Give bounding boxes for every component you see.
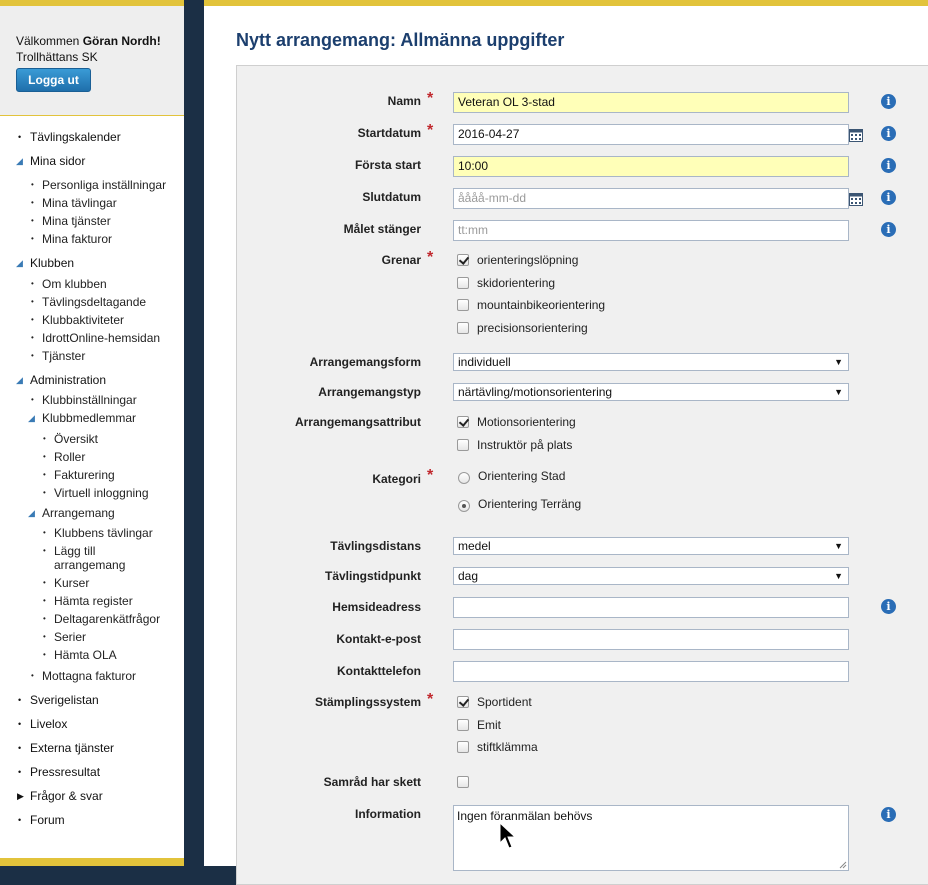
bullet-icon: • [31, 395, 34, 404]
checkbox-checked[interactable] [457, 416, 469, 428]
nav-sub-klubbmedlemmar[interactable]: ◢ Klubbmedlemmar [28, 411, 137, 425]
nav-forum[interactable]: • Forum [18, 813, 65, 827]
required-mark: * [427, 249, 434, 266]
info-icon[interactable]: i [881, 807, 896, 822]
nav-sub-klubbaktiviteter[interactable]: • Klubbaktiviteter [31, 313, 125, 327]
mouse-cursor-icon [499, 822, 519, 850]
namn-label: Namn [387, 94, 421, 108]
sidebar-bottom-bar [0, 858, 184, 866]
nav-mina-sidor[interactable]: ◢ Mina sidor [16, 154, 86, 168]
nav-sub-klubbinstallningar[interactable]: • Klubbinställningar [31, 393, 137, 407]
arrangemangsform-select[interactable]: individuell ▼ [453, 353, 849, 371]
expanded-triangle-icon: ◢ [28, 508, 35, 518]
logout-button[interactable]: Logga ut [16, 68, 91, 92]
bullet-icon: • [18, 695, 22, 705]
tavlingsdistans-select[interactable]: medel ▼ [453, 537, 849, 555]
info-icon[interactable]: i [881, 599, 896, 614]
checkbox-checked[interactable] [457, 254, 469, 266]
tavlingstidpunkt-label: Tävlingstidpunkt [325, 569, 421, 583]
checkbox[interactable] [457, 776, 469, 788]
expanded-triangle-icon: ◢ [16, 258, 23, 268]
required-mark: * [427, 90, 434, 107]
bullet-icon: • [43, 546, 46, 555]
expanded-triangle-icon: ◢ [16, 375, 23, 385]
page-title: Nytt arrangemang: Allmänna uppgifter [236, 30, 565, 50]
checkbox[interactable] [457, 741, 469, 753]
required-mark: * [427, 467, 434, 484]
nav-sub-mina-tjanster[interactable]: • Mina tjänster [31, 214, 111, 228]
bullet-icon: • [31, 180, 34, 189]
slutdatum-label: Slutdatum [362, 190, 421, 204]
checkbox-checked[interactable] [457, 696, 469, 708]
nav-sub-om-klubben[interactable]: • Om klubben [31, 277, 107, 291]
bullet-icon: • [31, 198, 34, 207]
main-content [204, 0, 928, 866]
dropdown-arrow-icon: ▼ [834, 357, 843, 367]
nav-sub-idrottonline-hemsidan[interactable]: • IdrottOnline-hemsidan [31, 331, 161, 345]
nav-sub-mina-tavlingar[interactable]: • Mina tävlingar [31, 196, 117, 210]
namn-input[interactable]: Veteran OL 3-stad [453, 92, 849, 113]
nav-sub2-virtuell-inloggning[interactable]: • Virtuell inloggning [43, 486, 149, 500]
arrangemangsattribut-label: Arrangemangsattribut [294, 415, 421, 429]
grenar-label: Grenar [381, 253, 421, 267]
dropdown-arrow-icon: ▼ [834, 387, 843, 397]
calendar-icon[interactable] [849, 128, 863, 142]
required-mark: * [427, 691, 434, 708]
nav-sub-mottagna-fakturor[interactable]: • Mottagna fakturor [31, 669, 137, 683]
bullet-icon: • [31, 351, 34, 360]
bullet-icon: • [18, 743, 22, 753]
nav-sub-arrangemang[interactable]: ◢ Arrangemang [28, 506, 115, 520]
nav-sub-personliga-installningar[interactable]: • Personliga inställningar [31, 178, 167, 192]
information-label: Information [355, 807, 421, 821]
nav-sverigelistan[interactable]: • Sverigelistan [18, 693, 99, 707]
kategori-label: Kategori [372, 472, 421, 486]
calendar-icon[interactable] [849, 192, 863, 206]
kontakttelefon-input[interactable] [453, 661, 849, 682]
bullet-icon: • [31, 216, 34, 225]
radio-button[interactable] [458, 472, 470, 484]
info-icon[interactable]: i [881, 94, 896, 109]
tavlingstidpunkt-select[interactable]: dag ▼ [453, 567, 849, 585]
startdatum-label: Startdatum [357, 126, 421, 140]
samrad-label: Samråd har skett [323, 775, 421, 789]
nav-sub2-lagg-till-arrangemang[interactable]: • Lägg till arrangemang [43, 544, 126, 572]
expanded-triangle-icon: ◢ [16, 156, 23, 166]
radio-button-selected[interactable] [458, 500, 470, 512]
bullet-icon: • [31, 315, 34, 324]
bullet-icon: • [18, 132, 22, 142]
bullet-icon: • [43, 650, 46, 659]
form-panel: Namn * Veteran OL 3-stad i Startdatum * 2016-04-27 i Första start 10:00 i Slutdatum åååå-mm-dd i Målet stänger tt:mm i Grenar * orienteringslöpning skidorientering mountainbikeorientering precisionsorientering Arrangemangsform individuell ▼ Arrangemangstyp närtävling/motionsorientering ▼ Arrangemangsattribut Motionsorientering Instruktör på plats Kategori * Orientering Stad Orientering Terräng Tävlingsdistans medel ▼ Tävlingstidpunkt dag ▼ Hemsideadress i Kontakt-e-post Kontakttelefon Stämplingssystem * Sportident Emit stiftklämma Samråd har skett Information Ingen föranmälan behövs i [236, 65, 928, 885]
startdatum-input[interactable]: 2016-04-27 [453, 124, 849, 145]
bullet-icon: • [18, 815, 22, 825]
nav-tavlingskalender[interactable]: • Tävlingskalender [18, 130, 121, 144]
checkbox[interactable] [457, 439, 469, 451]
arrangemangsform-label: Arrangemangsform [309, 355, 421, 369]
bullet-icon: • [43, 434, 46, 443]
welcome-box [0, 6, 184, 116]
nav-sub-tavlingsdeltagande[interactable]: • Tävlingsdeltagande [31, 295, 147, 309]
bullet-icon: • [43, 452, 46, 461]
nav-externa-tjanster[interactable]: • Externa tjänster [18, 741, 115, 755]
dropdown-arrow-icon: ▼ [834, 541, 843, 551]
welcome-text: Välkommen Göran Nordh! [16, 34, 161, 48]
nav-sub2-kurser[interactable]: • Kurser [43, 576, 90, 590]
dropdown-arrow-icon: ▼ [834, 571, 843, 581]
nav-livelox[interactable]: • Livelox [18, 717, 68, 731]
sidebar-nav [0, 116, 184, 835]
malet-stanger-input[interactable]: tt:mm [453, 220, 849, 241]
collapsed-triangle-icon: ▶ [17, 791, 24, 801]
nav-sub-mina-fakturor[interactable]: • Mina fakturor [31, 232, 113, 246]
bullet-icon: • [31, 234, 34, 243]
forsta-start-input[interactable]: 10:00 [453, 156, 849, 177]
nav-sub2-hamta-register[interactable]: • Hämta register [43, 594, 133, 608]
checkbox[interactable] [457, 322, 469, 334]
bullet-icon: • [43, 488, 46, 497]
nav-sub2-serier[interactable]: • Serier [43, 630, 87, 644]
bullet-icon: • [43, 596, 46, 605]
bullet-icon: • [43, 578, 46, 587]
required-mark: * [427, 122, 434, 139]
nav-administration[interactable]: ◢ Administration [16, 373, 107, 387]
info-icon[interactable]: i [881, 222, 896, 237]
arrangemangstyp-select[interactable]: närtävling/motionsorientering ▼ [453, 383, 849, 401]
nav-sub2-oversikt[interactable]: • Översikt [43, 432, 99, 446]
bullet-icon: • [31, 279, 34, 288]
nav-pressresultat[interactable]: • Pressresultat [18, 765, 101, 779]
info-icon[interactable]: i [881, 126, 896, 141]
bullet-icon: • [43, 528, 46, 537]
kontakttelefon-label: Kontakttelefon [337, 664, 421, 678]
info-icon[interactable]: i [881, 190, 896, 205]
expanded-triangle-icon: ◢ [28, 413, 35, 423]
bullet-icon: • [31, 671, 34, 680]
info-icon[interactable]: i [881, 158, 896, 173]
slutdatum-input[interactable]: åååå-mm-dd [453, 188, 849, 209]
checkbox[interactable] [457, 277, 469, 289]
checkbox[interactable] [457, 299, 469, 311]
nav-sub2-deltagarenkatfragor[interactable]: • Deltagarenkätfrågor [43, 612, 161, 626]
checkbox[interactable] [457, 719, 469, 731]
information-textarea[interactable]: Ingen föranmälan behövs [453, 805, 849, 871]
nav-sub2-hamta-ola[interactable]: • Hämta OLA [43, 648, 117, 662]
kontakt-epost-label: Kontakt-e-post [336, 632, 421, 646]
bullet-icon: • [43, 632, 46, 641]
arrangemangstyp-label: Arrangemangstyp [318, 385, 421, 399]
resize-handle-icon[interactable] [839, 861, 847, 869]
bullet-icon: • [43, 614, 46, 623]
user-name: Göran Nordh! [82, 34, 161, 48]
malet-stanger-label: Målet stänger [343, 222, 421, 236]
stamplingssystem-label: Stämplingssystem [314, 695, 421, 709]
bullet-icon: • [18, 767, 22, 777]
sidebar [0, 0, 184, 866]
bullet-icon: • [18, 719, 22, 729]
kontakt-epost-input[interactable] [453, 629, 849, 650]
bullet-icon: • [31, 297, 34, 306]
nav-sub2-klubbens-tavlingar[interactable]: • Klubbens tävlingar [43, 526, 153, 540]
bullet-icon: • [43, 470, 46, 479]
nav-klubben[interactable]: ◢ Klubben [16, 256, 75, 270]
bullet-icon: • [31, 333, 34, 342]
club-name: Trollhättans SK [16, 50, 98, 64]
tavlingsdistans-label: Tävlingsdistans [330, 539, 421, 553]
nav-sub-tjanster[interactable]: • Tjänster [31, 349, 86, 363]
nav-sub2-roller[interactable]: • Roller [43, 450, 86, 464]
forsta-start-label: Första start [354, 158, 421, 172]
hemsideadress-label: Hemsideadress [332, 600, 421, 614]
nav-sub2-fakturering[interactable]: • Fakturering [43, 468, 115, 482]
hemsideadress-input[interactable] [453, 597, 849, 618]
nav-fragor-svar[interactable]: ▶ Frågor & svar [17, 789, 103, 803]
